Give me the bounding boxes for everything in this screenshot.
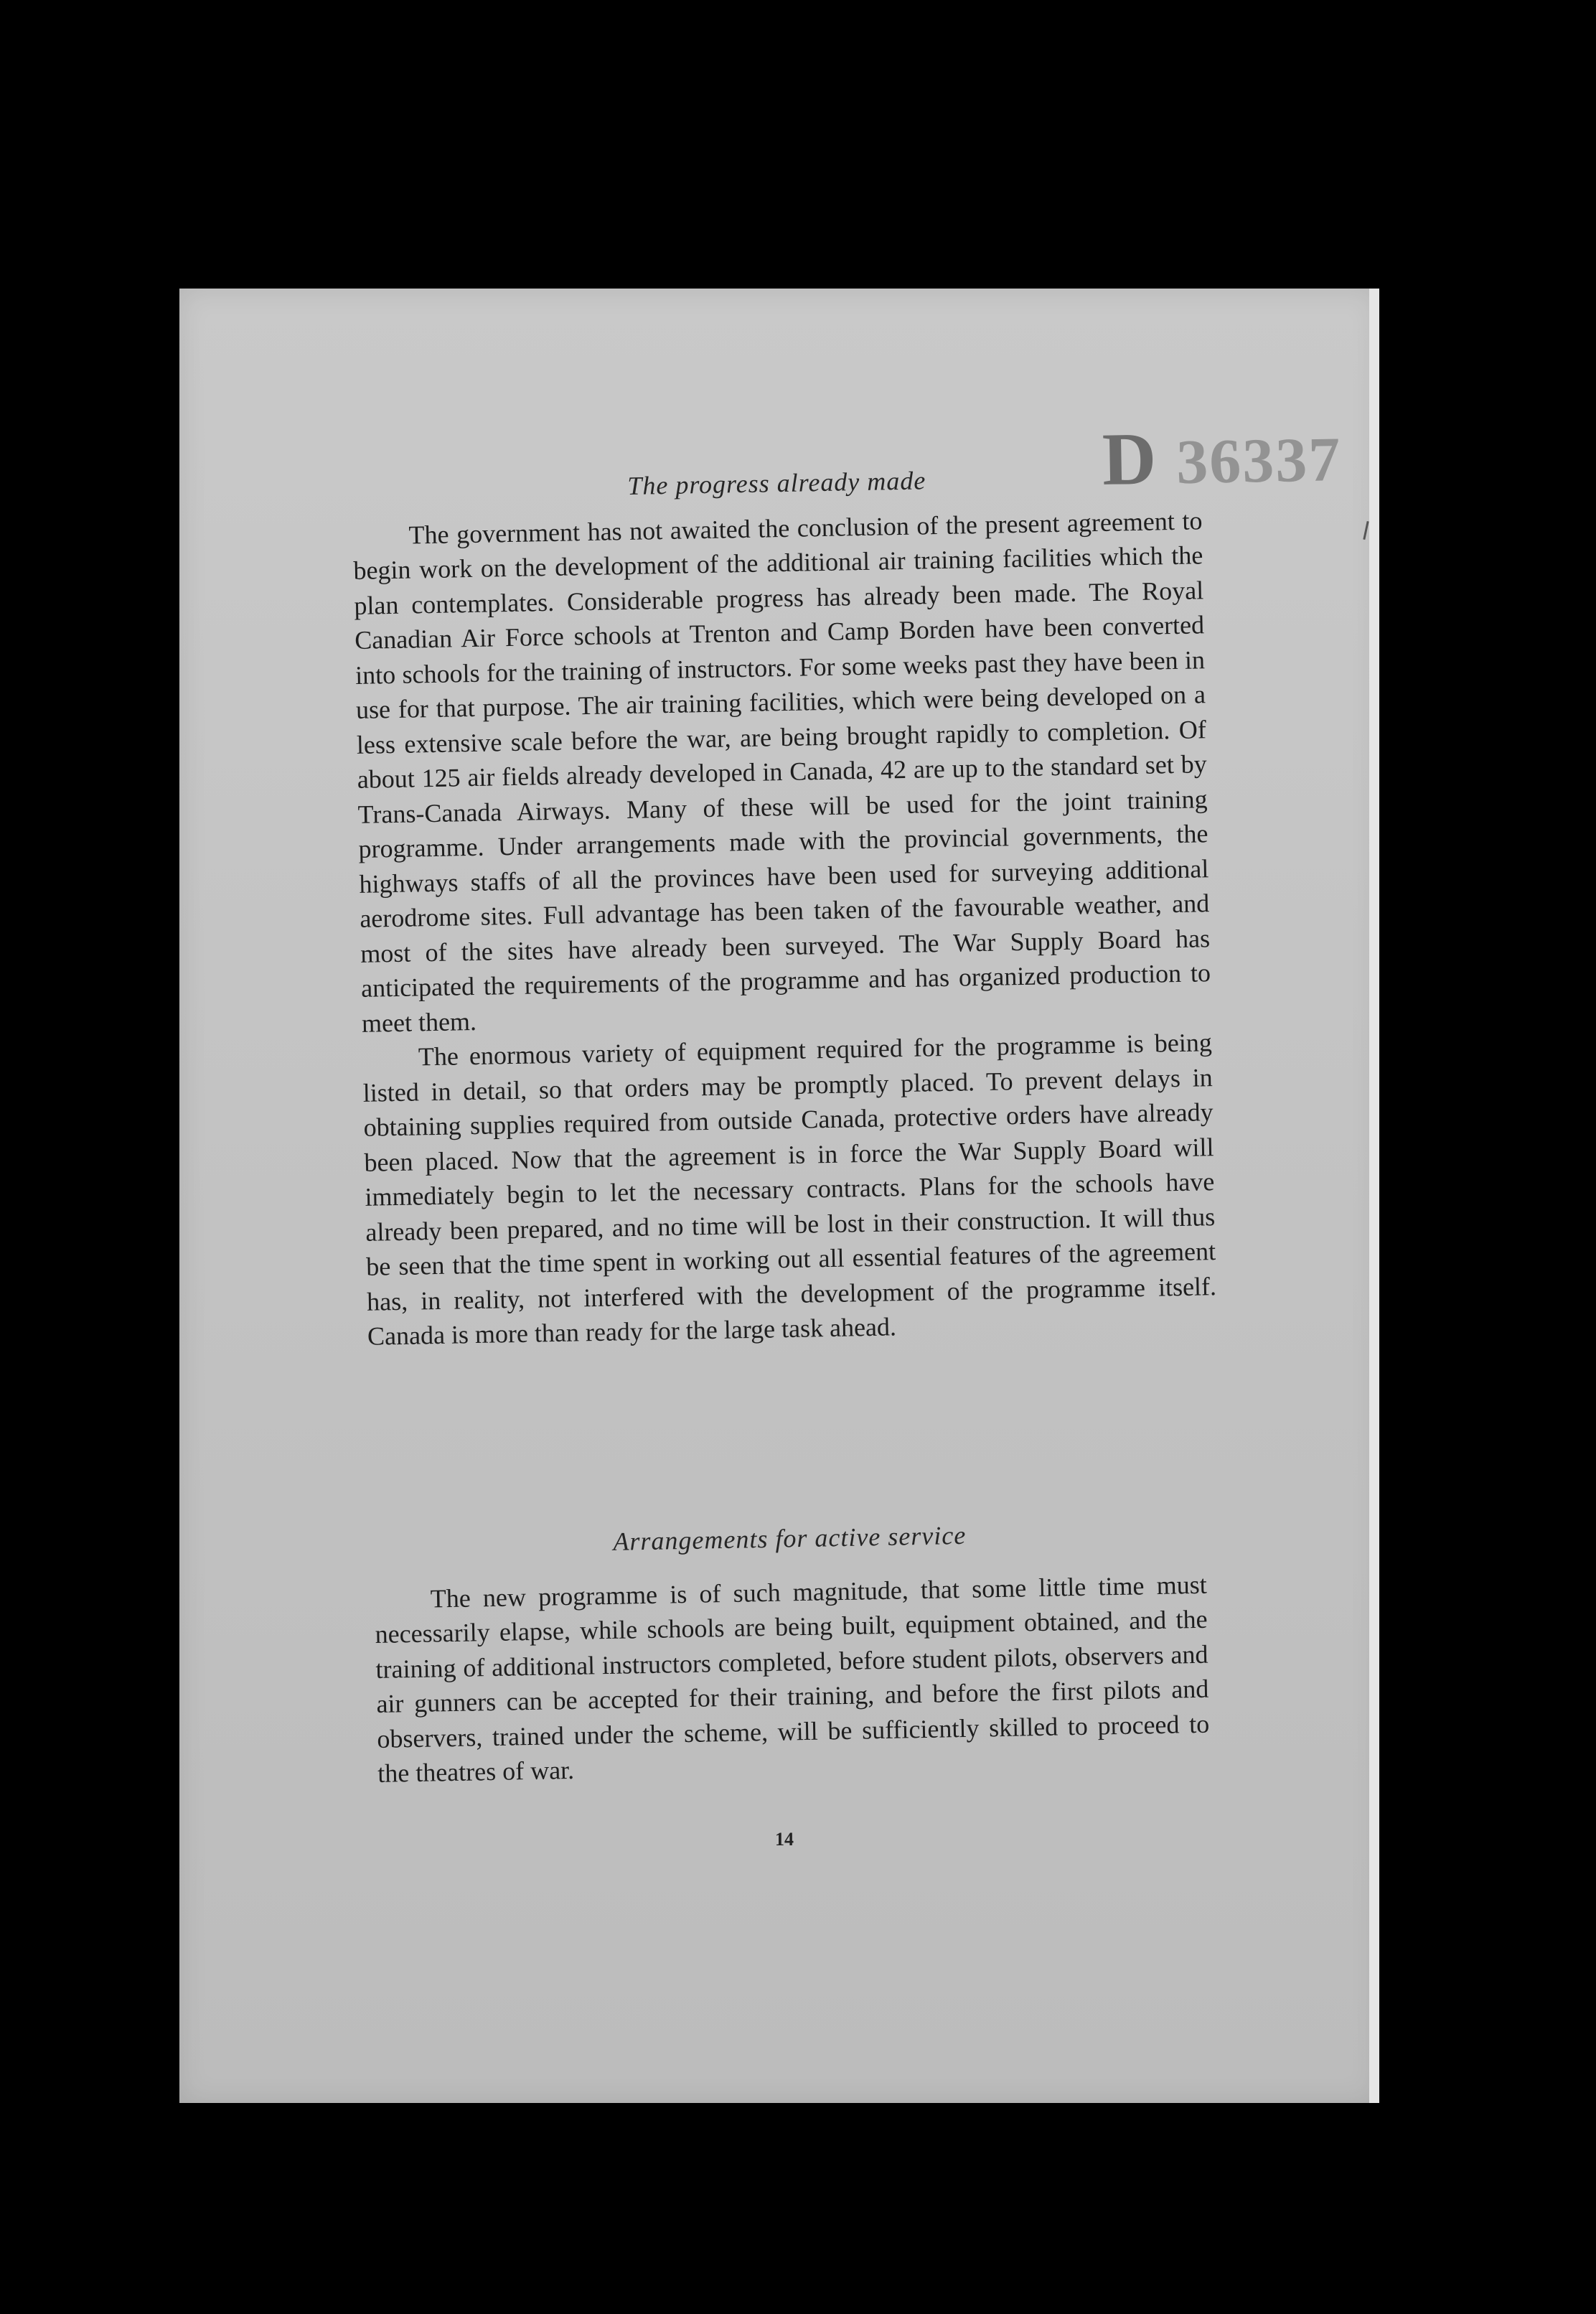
section-progress <box>352 458 1217 1354</box>
section-active-service <box>373 1514 1211 1791</box>
page-number: 14 <box>775 1829 794 1850</box>
stamp-number: 36337 <box>1175 425 1343 498</box>
stamp-letter: D <box>1102 417 1159 501</box>
paragraph: The new programme is of such magnitude, that some little time must necessarily elapse, while schools are being built, equipment obtained, and the training of additional instructors completed, before student pilots, observers and air gunners can be accepted for their training, and before the first pilots and observers, trained under the scheme, will be sufficiently skilled to proceed to the theatres of war. <box>375 1570 1210 1788</box>
section-heading: The progress already made <box>627 466 926 500</box>
paragraph: The government has not awaited the conclusion of the present agreement to begin work on the development of the additional air training facilities which the plan contemplates. Considerable progress has already been made. The Royal Canadian Air Force schools at Trenton and Camp Borden have been converted into schools for the training of instructors. For some weeks past they have been in use for that purpose. The air training facilities, which were being developed on a less extensive scale before the war, are being brought rapidly to completion. Of about 125 air fields already developed in Canada, 42 are up to the standard set by Trans-Canada Airways. Many of these will be used for the joint training programme. Under arrangements made with the provincial governments, the highways staffs of all the provinces have been used for surveying additional aerodrome sites. Full advantage has been taken of the favourable weather, and most of the sites have already been surveyed. The War Supply Board has anticipated the requirements of the programme and has organized production to meet them. <box>353 505 1211 1038</box>
paragraph: The enormous variety of equipment required for the programme is being listed in detail, so that orders may be promptly placed. To prevent delays in obtaining supplies required from outside Canada, protective orders have already been placed. Now that the agreement is in force the War Supply Board will immediately begin to let the necessary contracts. Plans for the schools have already been prepared, and no time will be lost in their construction. It will thus be seen that the time spent in working out all essential features of the agreement has, in reality, not interfered with the development of the programme itself. Canada is more than ready for the large task ahead. <box>362 1028 1217 1351</box>
page-edge <box>1369 289 1379 2103</box>
section-heading: Arrangements for active service <box>613 1520 967 1556</box>
